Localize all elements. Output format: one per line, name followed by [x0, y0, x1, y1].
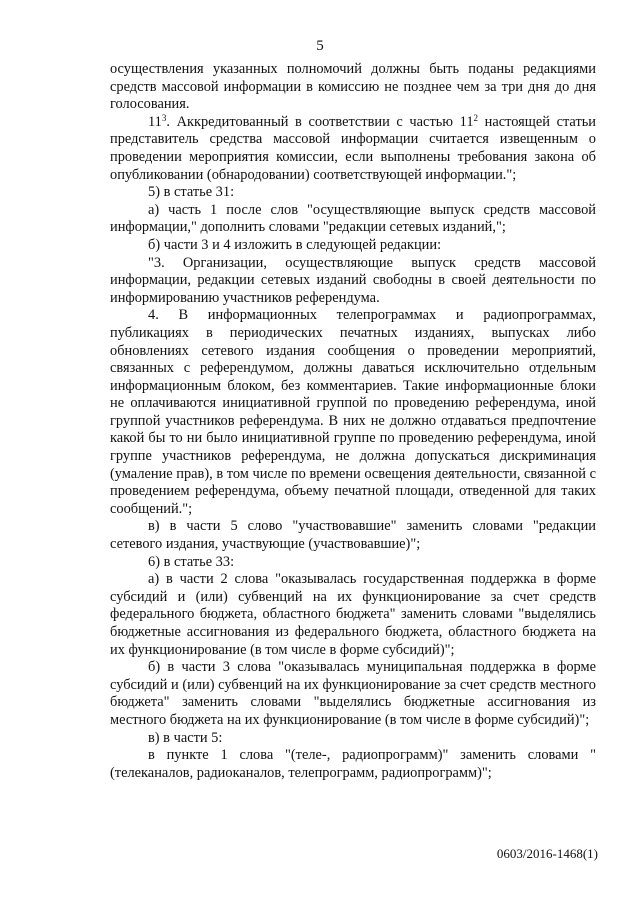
paragraph-article-33-heading: 6) в статье 33: [148, 553, 235, 570]
paragraph-article-33-a: а) в части 2 слова "оказывалась государственная поддержка в форме субсидий и (или) субвенций на их функционирование за счет средств федерального бюджета, областного бюджета" заменить словами "выделялись бюджетные ассигнования из федерального бюджета, областного бюджета на их функционирование (в том числе в форме субсидий)"; [110, 571, 596, 658]
page-number: 5 [316, 38, 324, 54]
paragraph-article-31-heading: 5) в статье 31: [148, 184, 235, 201]
paragraph-item-11-3 [110, 114, 596, 184]
item-number-superscript: 3 [161, 112, 167, 123]
paragraph-continuation: осуществления указанных полномочий должны быть поданы редакциями средств массовой информации в комиссию не позднее чем за три дня до дня голосования. [110, 61, 596, 113]
item-text-part-a: . Аккредитованный в соответствии с частью 11 [166, 113, 474, 130]
paragraph-article-33-v: в) в части 5: [148, 729, 223, 746]
item-text-part-b: настоящей статьи представитель средства массовой информации считается извещенным о проведении мероприятия комиссии, если выполнены требования закона об опубликовании (обнародовании) соответствующей информации."; [110, 113, 597, 183]
part-reference-superscript: 2 [473, 112, 479, 123]
paragraph-part-4: 4. В информационных телепрограммах и радиопрограммах, публикациях в периодических печатных изданиях, выпусках либо обновлениях сетевого издания сообщения о проведении мероприятий, связанных с референдумом, должны даваться исключительно отдельным информационным блоком, без комментариев. Такие информационные блоки не оплачиваются инициативной группой по проведению референдума, иной группой участников референдума. В них не должно отдаваться предпочтение какой бы то ни было инициативной группе по проведению референдума, иной группе участников референдума, не должна допускаться дискриминация (умаление прав), в том числе по времени освещения деятельности, связанной с проведением референдума, объему печатной площади, отведенной для таких сообщений."; [110, 307, 596, 517]
paragraph-point-1: в пункте 1 слова "(теле-, радиопрограмм)" заменить словами "(телеканалов, радиоканалов, телепрограмм, радиопрограмм)"; [110, 747, 596, 781]
document-code: 0603/2016-1468(1) [496, 846, 598, 861]
paragraph-article-31-a: а) часть 1 после слов "осуществляющие выпуск средств массовой информации," дополнить словами "редакции сетевых изданий,"; [110, 201, 596, 236]
item-number: 11 [148, 113, 162, 130]
paragraph-article-31-b: б) части 3 и 4 изложить в следующей редакции: [148, 236, 442, 253]
paragraph-article-31-v: в) в части 5 слово "участвовавшие" заменить словами "редакции сетевого издания, участвующие (участвовавшие)"; [110, 518, 596, 553]
paragraph-article-33-b: б) в части 3 слова "оказывалась муниципальная поддержка в форме субсидий и (или) субвенций на их функционирование за счет средств местного бюджета" заменить словами "выделялись бюджетные ассигнования из местного бюджета на их функционирование (в том числе в форме субсидий)"; [110, 659, 596, 728]
document-body [110, 61, 596, 782]
paragraph-part-3: "3. Организации, осуществляющие выпуск средств массовой информации, редакции сетевых изданий свободны в своей деятельности по информированию участников референдума. [110, 254, 596, 306]
